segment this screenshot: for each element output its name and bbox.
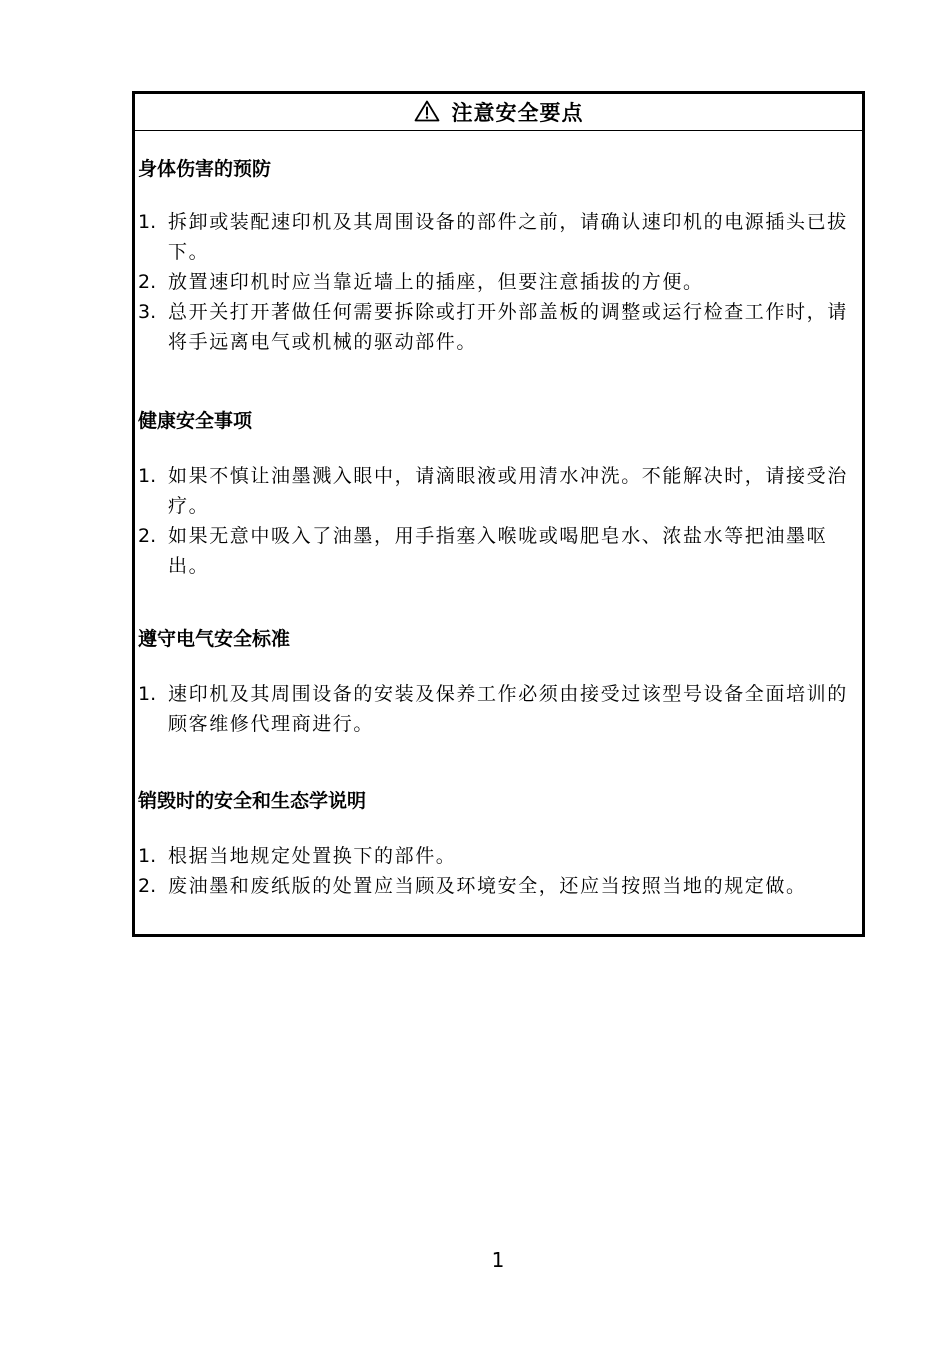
list-item	[138, 267, 862, 297]
section-title-health-safety: 健康安全事项	[138, 410, 253, 432]
item-list-electrical-safety	[138, 679, 862, 739]
item-number: 1.	[138, 465, 157, 487]
item-number: 1.	[138, 211, 157, 233]
list-item	[138, 521, 862, 581]
item-text: 总开关打开著做任何需要拆除或打开外部盖板的调整或运行检查工作时，请将手远离电气或机械的驱动部件。	[168, 301, 848, 353]
notice-title: 注意安全要点	[451, 101, 584, 125]
warning-triangle-icon	[414, 100, 440, 122]
item-list-health-safety	[138, 461, 862, 581]
list-item	[138, 871, 862, 901]
item-number: 2.	[138, 271, 157, 293]
item-text: 速印机及其周围设备的安装及保养工作必须由接受过该型号设备全面培训的顾客维修代理商进行。	[168, 683, 848, 735]
item-number: 3.	[138, 301, 157, 323]
item-list-disposal-safety	[138, 841, 862, 901]
item-number: 1.	[138, 683, 157, 705]
item-text: 根据当地规定处置换下的部件。	[168, 845, 457, 867]
item-list-injury-prevention	[138, 207, 862, 357]
item-number: 2.	[138, 875, 157, 897]
item-text: 废油墨和废纸版的处置应当顾及环境安全，还应当按照当地的规定做。	[168, 875, 807, 897]
item-text: 放置速印机时应当靠近墙上的插座，但要注意插拔的方便。	[168, 271, 704, 293]
section-title-electrical-safety: 遵守电气安全标准	[138, 628, 291, 650]
list-item	[138, 207, 862, 267]
list-item	[138, 841, 862, 871]
item-text: 如果无意中吸入了油墨，用手指塞入喉咙或喝肥皂水、浓盐水等把油墨呕出。	[168, 525, 828, 577]
notice-body	[135, 155, 862, 901]
item-text: 拆卸或装配速印机及其周围设备的部件之前，请确认速印机的电源插头已拔下。	[168, 211, 848, 263]
list-item	[138, 461, 862, 521]
item-text: 如果不慎让油墨溅入眼中，请滴眼液或用清水冲洗。不能解决时，请接受治疗。	[168, 465, 848, 517]
list-item	[138, 679, 862, 739]
item-number: 2.	[138, 525, 157, 547]
list-item	[138, 297, 862, 357]
notice-header	[135, 94, 862, 131]
section-title-injury-prevention: 身体伤害的预防	[138, 158, 272, 180]
section-title-disposal-safety: 销毁时的安全和生态学说明	[138, 790, 367, 812]
item-number: 1.	[138, 845, 157, 867]
safety-notice-box	[132, 91, 865, 937]
page-number: 1	[491, 1248, 505, 1272]
